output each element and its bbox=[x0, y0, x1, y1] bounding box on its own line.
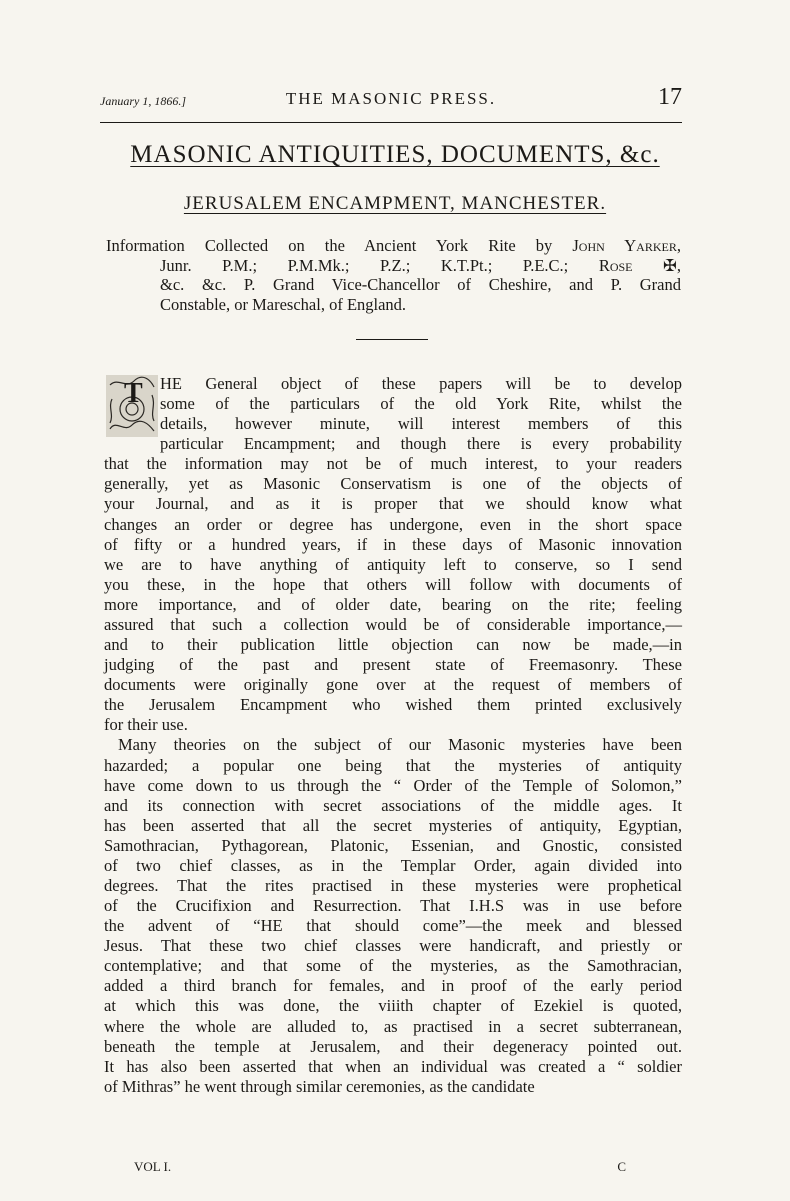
author-info-line bbox=[106, 236, 681, 256]
body-line: details, however minute, will interest members of this bbox=[160, 414, 682, 434]
volume-marker: VOL I. bbox=[134, 1159, 172, 1174]
section-divider bbox=[356, 339, 428, 340]
article-title: MASONIC ANTIQUITIES, DOCUMENTS, &c. bbox=[130, 141, 660, 168]
signature-mark: C bbox=[617, 1159, 626, 1174]
author-info-text: Junr. P.M.; P.M.Mk.; P.Z.; K.T.Pt.; P.E.C.; bbox=[160, 255, 599, 275]
body-line: judging of the past and present state of Freemasonry. These bbox=[104, 655, 682, 675]
body-line: has been asserted that all the secret mysteries of antiquity, Egyptian, bbox=[104, 815, 682, 835]
body-line: hazarded; a popular one being that the mysteries of antiquity bbox=[104, 755, 682, 775]
body-line: the Jerusalem Encampment who wished them printed exclusively bbox=[104, 695, 682, 715]
header-rule bbox=[100, 122, 682, 123]
ornamental-dropcap bbox=[106, 375, 158, 437]
body-line: documents were originally gone over at the request of members of bbox=[104, 675, 682, 695]
body-line: particular Encampment; and though there is every probability bbox=[160, 434, 682, 454]
body-line: beneath the temple at Jerusalem, and their degeneracy pointed out. bbox=[104, 1036, 682, 1056]
body-line: HE General object of these papers will be to develop bbox=[160, 374, 682, 393]
body-line: we are to have anything of antiquity left to conserve, so I send bbox=[104, 554, 682, 574]
author-info-line bbox=[106, 256, 681, 276]
body-line: where the whole are alluded to, as practised in a secret subterranean, bbox=[104, 1016, 682, 1036]
body-line: Samothracian, Pythagorean, Platonic, Essenian, and Gnostic, consisted bbox=[104, 835, 682, 855]
body-line: for their use. bbox=[104, 715, 188, 735]
dropcap-ornament-icon bbox=[106, 375, 158, 437]
body-line: more importance, and of older date, bearing on the rite; feeling bbox=[104, 594, 682, 614]
body-line: It has also been asserted that when an individual was created a “ soldier bbox=[104, 1056, 682, 1076]
body-line: of two chief classes, as in the Templar Order, again divided into bbox=[104, 855, 682, 875]
body-line: have come down to us through the “ Order of the Temple of Solomon,” bbox=[104, 775, 682, 795]
journal-name: THE MASONIC PRESS. bbox=[285, 89, 497, 108]
article-subtitle: JERUSALEM ENCAMPMENT, MANCHESTER. bbox=[183, 193, 607, 214]
body-line: some of the particulars of the old York Rite, whilst the bbox=[160, 394, 682, 414]
body-line: Many theories on the subject of our Masonic mysteries have been bbox=[118, 735, 682, 755]
body-line: that the information may not be of much interest, to your readers bbox=[104, 454, 682, 474]
body-line: generally, yet as Masonic Conservatism is one of the objects of bbox=[104, 474, 682, 494]
author-info-line: Constable, or Mareschal, of England. bbox=[160, 294, 407, 314]
body-line: and to their publication little objection can now be made,—in bbox=[104, 635, 682, 655]
author-info-line: &c. &c. P. Grand Vice-Chancellor of Cheshire, and P. Grand bbox=[160, 275, 681, 294]
body-line: assured that such a collection would be of considerable importance,— bbox=[104, 614, 682, 634]
body-line: of fifty or a hundred years, if in these days of Masonic innovation bbox=[104, 534, 682, 554]
author-info bbox=[106, 236, 681, 314]
author-info-text: Information Collected on the Ancient York Rite by bbox=[106, 236, 573, 255]
body-line: of Mithras” he went through similar ceremonies, as the candidate bbox=[104, 1076, 535, 1096]
body-line: the advent of “HE that should come”—the meek and blessed bbox=[104, 916, 682, 936]
running-head bbox=[100, 86, 682, 114]
body-line: added a third branch for females, and in proof of the early period bbox=[104, 976, 682, 996]
body-line: at which this was done, the viiith chapter of Ezekiel is quoted, bbox=[104, 996, 682, 1016]
author-name: John Yarker, bbox=[572, 236, 681, 255]
rose-croix-title: Rose bbox=[598, 255, 633, 275]
page-footer bbox=[134, 1159, 626, 1179]
body-line: of the Crucifixion and Resurrection. That I.H.S was in use before bbox=[104, 896, 682, 916]
cross-symbol: ✠, bbox=[632, 255, 681, 275]
page-number: 17 bbox=[658, 84, 682, 110]
body-line: changes an order or degree has undergone, even in the short space bbox=[104, 514, 682, 534]
issue-date: January 1, 1866.] bbox=[100, 94, 186, 108]
body-line: and its connection with secret associations of the middle ages. It bbox=[104, 795, 682, 815]
body-line: contemplative; and that some of the mysteries, as the Samothracian, bbox=[104, 956, 682, 976]
body-line: Jesus. That these two chief classes were handicraft, and priestly or bbox=[104, 936, 682, 956]
body-line: your Journal, and as it is proper that we should know what bbox=[104, 494, 682, 514]
dropcap-letter: T bbox=[124, 378, 143, 409]
body-line: you these, in the hope that others will follow with documents of bbox=[104, 574, 682, 594]
body-line: degrees. That the rites practised in these mysteries were prophetical bbox=[104, 876, 682, 895]
